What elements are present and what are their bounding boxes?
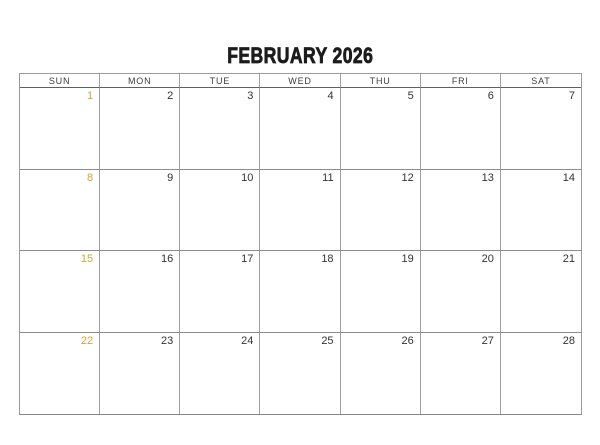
date-cell-19: 19 [341,251,421,333]
date-cell-10: 10 [180,170,260,252]
date-cell-22: 22 [20,333,100,415]
date-cell-1: 1 [20,88,100,170]
date-cell-11: 11 [260,170,340,252]
day-header-mon: MON [100,74,180,88]
date-cell-12: 12 [341,170,421,252]
date-cell-14: 14 [501,170,581,252]
date-cell-20: 20 [421,251,501,333]
date-cell-6: 6 [421,88,501,170]
day-header-tue: TUE [180,74,260,88]
date-cell-4: 4 [260,88,340,170]
date-cell-24: 24 [180,333,260,415]
date-cell-25: 25 [260,333,340,415]
date-cell-2: 2 [100,88,180,170]
day-header-sun: SUN [20,74,100,88]
date-cell-8: 8 [20,170,100,252]
date-cell-17: 17 [180,251,260,333]
date-cell-16: 16 [100,251,180,333]
date-cell-7: 7 [501,88,581,170]
calendar-title-text: FEBRUARY 2026 [226,43,374,68]
day-header-thu: THU [341,74,421,88]
date-cell-23: 23 [100,333,180,415]
calendar-title [0,45,600,67]
day-header-sat: SAT [501,74,581,88]
calendar-grid [19,73,582,415]
day-header-wed: WED [260,74,340,88]
date-cell-26: 26 [341,333,421,415]
date-cell-3: 3 [180,88,260,170]
date-cell-13: 13 [421,170,501,252]
date-cell-9: 9 [100,170,180,252]
calendar [19,73,582,415]
date-cell-5: 5 [341,88,421,170]
date-cell-28: 28 [562,334,575,347]
date-cell-18: 18 [260,251,340,333]
date-cell-21: 21 [501,251,581,333]
date-cell-27: 27 [421,333,501,415]
day-header-fri: FRI [421,74,501,88]
date-cell-15: 15 [20,251,100,333]
